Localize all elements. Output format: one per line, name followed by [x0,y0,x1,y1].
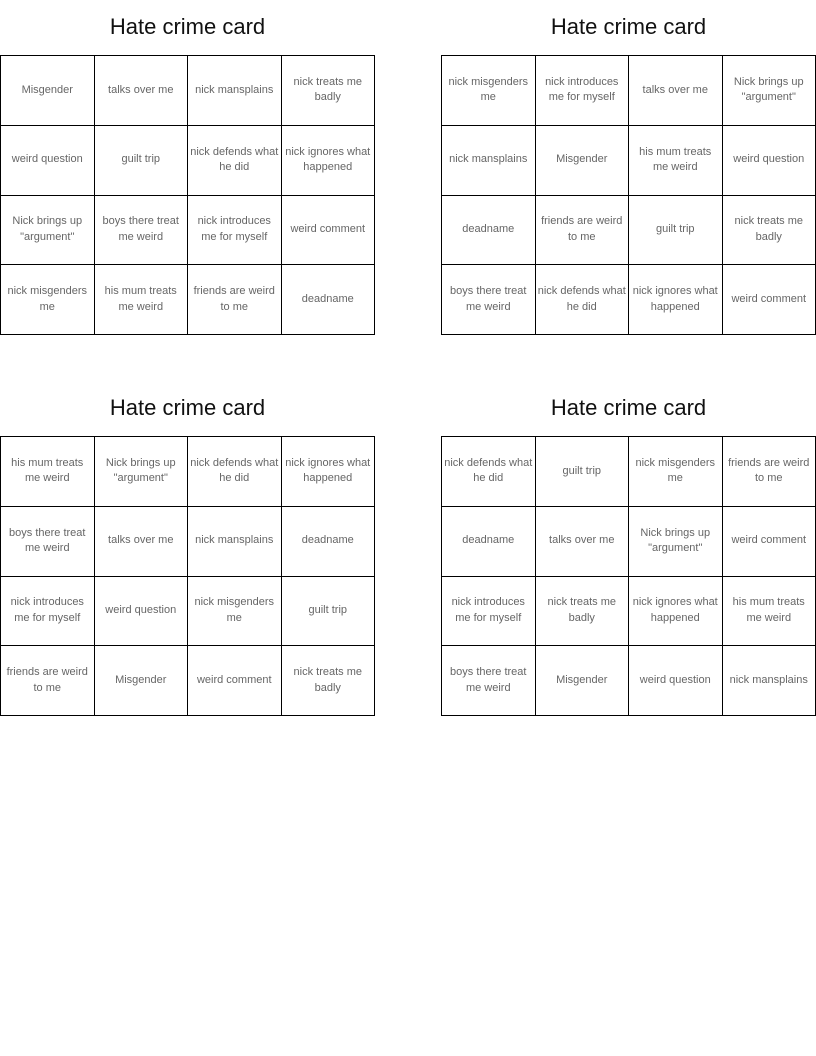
bingo-cell: nick mansplains [188,507,282,577]
bingo-cell: his mum treats me weird [629,126,723,196]
bingo-cell: weird question [629,646,723,716]
bingo-cell: weird comment [723,265,816,335]
bingo-cell: his mum treats me weird [1,437,95,507]
bingo-cell: nick mansplains [442,126,536,196]
bingo-cell: talks over me [95,507,189,577]
bingo-cell: deadname [282,265,376,335]
bingo-cell: nick introduces me for myself [442,577,536,647]
bingo-grid [441,55,816,335]
bingo-cell: nick defends what he did [188,126,282,196]
bingo-cell: weird question [1,126,95,196]
bingo-cell: Misgender [536,646,630,716]
bingo-cell: nick misgenders me [188,577,282,647]
bingo-grid [0,55,375,335]
card-title: Hate crime card [550,14,707,39]
bingo-cell: nick introduces me for myself [536,56,630,126]
bingo-cell: Nick brings up "argument" [723,56,816,126]
bingo-cell: weird comment [188,646,282,716]
bingo-cell: his mum treats me weird [723,577,816,647]
bingo-cell: nick mansplains [188,56,282,126]
bingo-cell: weird comment [723,507,816,577]
bingo-cell: nick misgenders me [629,437,723,507]
bingo-cell: friends are weird to me [1,646,95,716]
bingo-grid [441,436,816,716]
bingo-cell: boys there treat me weird [442,646,536,716]
bingo-cell: nick defends what he did [536,265,630,335]
bingo-cell: nick ignores what happened [629,577,723,647]
bingo-cell: nick misgenders me [1,265,95,335]
bingo-cell: Nick brings up "argument" [95,437,189,507]
card-title: Hate crime card [109,14,266,39]
card-title: Hate crime card [550,395,707,420]
bingo-cell: weird comment [282,196,376,266]
bingo-cell: deadname [282,507,376,577]
bingo-cell: nick ignores what happened [282,437,376,507]
bingo-cell: nick treats me badly [282,646,376,716]
bingo-cell: nick introduces me for myself [188,196,282,266]
bingo-cell: friends are weird to me [723,437,816,507]
bingo-cell: friends are weird to me [188,265,282,335]
bingo-cell: guilt trip [282,577,376,647]
bingo-cell: Misgender [536,126,630,196]
bingo-cell: deadname [442,196,536,266]
bingo-cell: nick introduces me for myself [1,577,95,647]
bingo-grid [0,436,375,716]
bingo-cell: nick treats me badly [536,577,630,647]
bingo-cell: Misgender [1,56,95,126]
bingo-cell: boys there treat me weird [1,507,95,577]
bingo-cell: Nick brings up "argument" [629,507,723,577]
bingo-cell: talks over me [629,56,723,126]
bingo-cell: boys there treat me weird [95,196,189,266]
bingo-cell: friends are weird to me [536,196,630,266]
bingo-cell: talks over me [95,56,189,126]
bingo-cell: weird question [95,577,189,647]
card-title: Hate crime card [109,395,266,420]
bingo-cell: nick treats me badly [723,196,816,266]
bingo-cell: weird question [723,126,816,196]
bingo-cell: guilt trip [95,126,189,196]
bingo-cell: nick misgenders me [442,56,536,126]
bingo-cell: nick ignores what happened [282,126,376,196]
bingo-cell: his mum treats me weird [95,265,189,335]
bingo-cell: deadname [442,507,536,577]
bingo-cell: talks over me [536,507,630,577]
bingo-cell: nick defends what he did [442,437,536,507]
bingo-cell: Misgender [95,646,189,716]
bingo-cell: nick treats me badly [282,56,376,126]
bingo-cell: boys there treat me weird [442,265,536,335]
bingo-cell: nick defends what he did [188,437,282,507]
bingo-cell: Nick brings up "argument" [1,196,95,266]
bingo-cell: nick ignores what happened [629,265,723,335]
bingo-cell: nick mansplains [723,646,816,716]
bingo-cell: guilt trip [629,196,723,266]
bingo-cell: guilt trip [536,437,630,507]
